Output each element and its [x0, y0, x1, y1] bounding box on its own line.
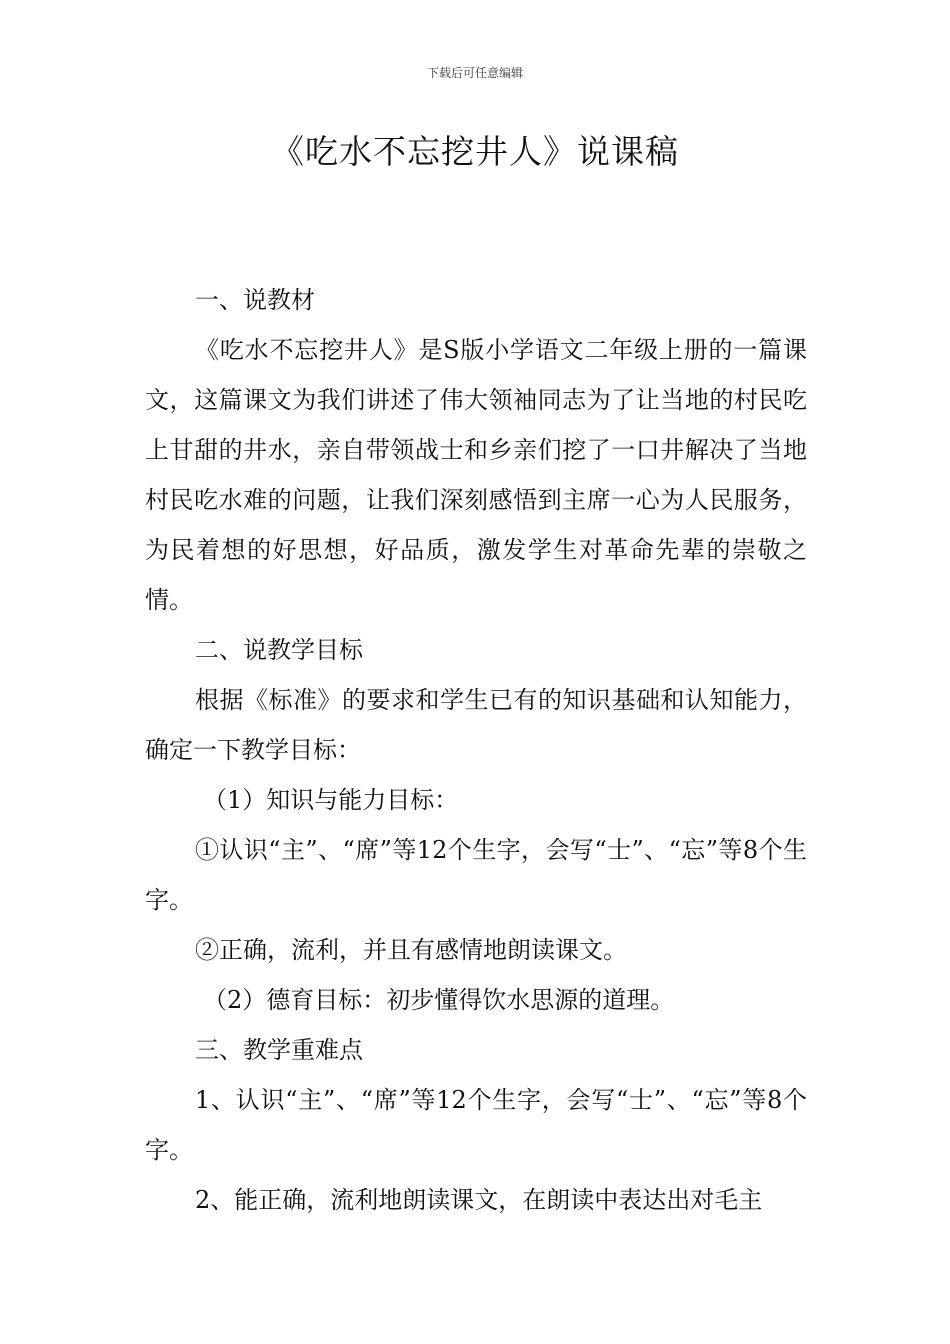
- header-note: 下载后可任意编辑: [426, 66, 523, 80]
- goal-item-characters: ①认识“主”、“席”等12个生字，会写“士”、“忘”等8个生字。: [145, 836, 807, 914]
- goal-moral: （2）德育目标：初步懂得饮水思源的道理。: [203, 986, 675, 1014]
- section-heading-textbook: 一、说教材: [195, 286, 315, 314]
- document-title: 《吃水不忘挖井人》说课稿: [271, 132, 679, 171]
- section-heading-key-points: 三、教学重难点: [195, 1036, 363, 1064]
- document-body: [145, 275, 807, 1225]
- goal-item-reading: ②正确，流利，并且有感情地朗读课文。: [195, 936, 627, 964]
- section-heading-teaching-goals: 二、说教学目标: [195, 636, 363, 664]
- paragraph-textbook-intro: 《吃水不忘挖井人》是S版小学语文二年级上册的一篇课文，这篇课文为我们讲述了伟大领袖同志为了让当地的村民吃上甘甜的井水，亲自带领战士和乡亲们挖了一口井解决了当地村民吃水难的问题，让我们深刻感悟到主席一心为人民服务，为民着想的好思想，好品质，激发学生对革命先辈的崇敬之情。: [145, 336, 807, 614]
- key-point-item-1: 1、认识“主”、“席”等12个生字，会写“士”、“忘”等8个字。: [145, 1086, 807, 1164]
- key-point-item-2: 2、能正确，流利地朗读课文，在朗读中表达出对毛主: [195, 1186, 763, 1214]
- paragraph-goals-intro: 根据《标准》的要求和学生已有的知识基础和认知能力，确定一下教学目标：: [145, 686, 807, 764]
- goal-knowledge-ability: （1）知识与能力目标：: [203, 786, 459, 814]
